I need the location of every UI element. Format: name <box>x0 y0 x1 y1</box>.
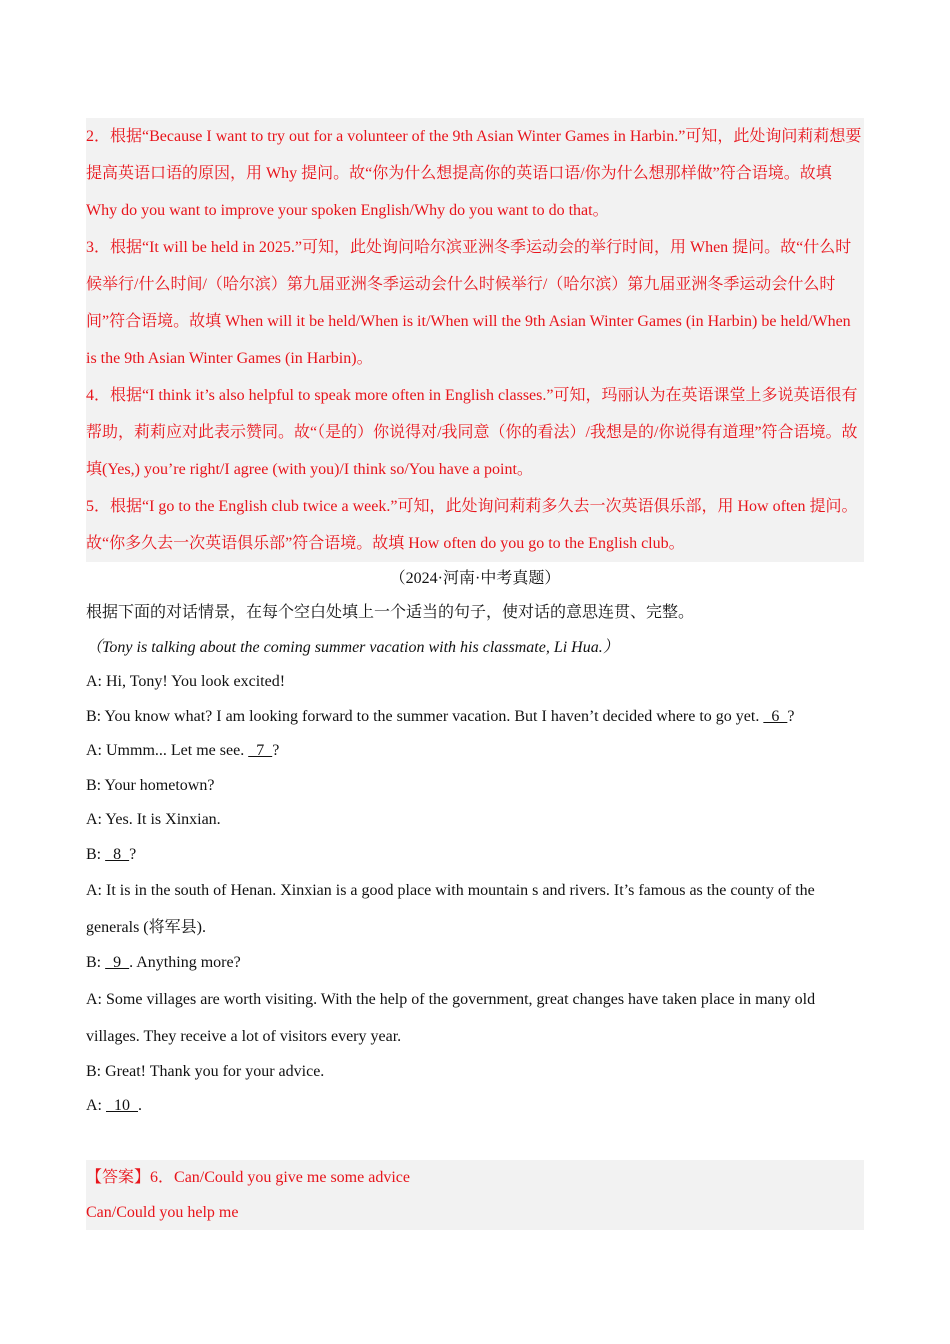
answer-label: 【答案】 <box>86 1168 151 1186</box>
dialogue-scenario: （Tony is talking about the coming summer vacation with his classmate, Li Hua.） <box>86 638 619 656</box>
answer-line-1: 【答案】6．Can/Could you give me some advice <box>86 1168 410 1186</box>
answer-line-2: Can/Could you help me <box>86 1203 239 1221</box>
blank-9: 9 <box>105 954 130 971</box>
blank-7: 7 <box>248 742 273 759</box>
answer-explanation-4: 4．根据“I think it’s also helpful to speak more often in English classes.”可知，玛丽认为在英语课堂上多说英语很有帮助，莉莉应对此表示赞同。故“（是的）你说得对/我同意（你的看法）/我想是的/你说得有道理”符合语境。故填(Yes,) you’re right/I agree (with you)/I think so/You have a point。 <box>86 387 858 478</box>
dialogue-line: B: Your hometown? <box>86 776 215 794</box>
dialogue-line: A: Hi, Tony! You look excited! <box>86 673 286 690</box>
question-instruction: 根据下面的对话情景，在每个空白处填上一个适当的句子，使对话的意思连贯、完整。 <box>86 604 695 621</box>
blank-6: 6 <box>763 707 788 725</box>
dialogue-line: B: 9 . Anything more? <box>86 954 241 971</box>
answer-explanation-3: 3．根据“It will be held in 2025.”可知，此处询问哈尔滨亚洲冬季运动会的举行时间，用 When 提问。故“什么时候举行/什么时间/（哈尔滨）第九届亚洲冬季运动会什么时候举行/（哈尔滨）第九届亚洲冬季运动会什么时间”符合语境。故填 When will it be held/When is it/When will the 9th Asian Winter Games (in Harbin) be held/When is the 9th Asian Winter Games (in Harbin)。 <box>86 239 852 367</box>
dialogue-line: B: 8 ? <box>86 845 137 863</box>
document-page <box>86 118 864 1230</box>
blank-10: 10 <box>106 1097 138 1114</box>
answer-explanation-2: 2．根据“Because I want to try out for a volunteer of the 9th Asian Winter Games in Harbin.”可知，此处询问莉莉想要提高英语口语的原因，用 Why 提问。故“你为什么想提高你的英语口语/你为什么想那样做”符合语境。故填 Why do you want to improve your spoken English/Why do you want to do that。 <box>86 128 862 219</box>
question-source: （2024·河南·中考真题） <box>389 570 561 587</box>
spacer <box>86 1124 864 1160</box>
dialogue-line: A: Ummm... Let me see. 7 ? <box>86 742 280 759</box>
dialogue-line: A: 10 . <box>86 1097 142 1114</box>
dialogue-line: B: You know what? I am looking forward to the summer vacation. But I haven’t decided where to go yet. 6 ? <box>86 707 795 725</box>
previous-answers-block <box>86 118 864 562</box>
dialogue <box>86 665 864 1124</box>
answer-block <box>86 1160 864 1230</box>
blank-8: 8 <box>105 845 130 863</box>
dialogue-line: B: Great! Thank you for your advice. <box>86 1062 325 1080</box>
dialogue-line: A: Yes. It is Xinxian. <box>86 811 221 828</box>
dialogue-line: A: It is in the south of Henan. Xinxian is a good place with mountain s and rivers. It’s famous as the county of the generals (将军县). <box>86 882 815 936</box>
dialogue-line: A: Some villages are worth visiting. With the help of the government, great changes have taken place in many old villages. They receive a lot of visitors every year. <box>86 990 816 1045</box>
answer-explanation-5: 5．根据“I go to the English club twice a week.”可知，此处询问莉莉多久去一次英语俱乐部，用 How often 提问。故“你多久去一次英语俱乐部”符合语境。故填 How often do you go to the English club。 <box>86 498 858 552</box>
